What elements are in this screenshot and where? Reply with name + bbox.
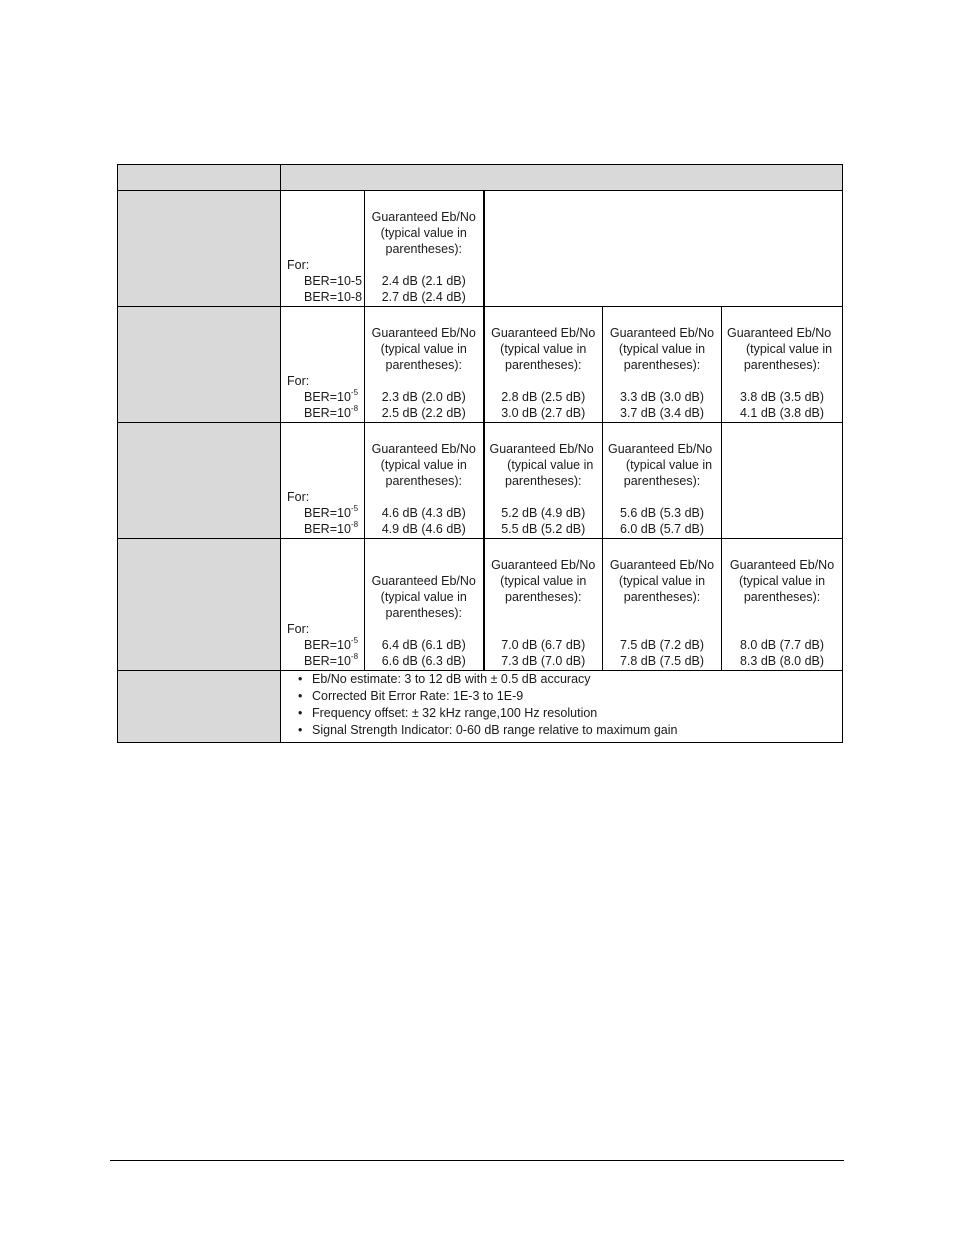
eb-no-value: 3.8 dB (3.5 dB)	[739, 390, 825, 404]
bullet-icon: •	[298, 706, 303, 720]
eb-no-note: (typical value in	[500, 574, 587, 588]
ber-line: $BER=10^{-5}$	[304, 387, 359, 404]
eb-no-cell	[603, 539, 722, 671]
row-label-cell	[118, 539, 281, 671]
eb-no-value: 4.9 dB (4.6 dB)	[381, 522, 466, 536]
table-header-row	[118, 165, 843, 191]
list-item: • Frequency offset: ± 32 kHz range,100 Hz resolution	[298, 706, 598, 720]
eb-no-note: (typical value in	[380, 458, 467, 472]
eb-no-note: (typical value in	[625, 458, 713, 472]
eb-no-value: 3.7 dB (3.4 dB)	[619, 406, 705, 420]
row-label-cell	[118, 671, 281, 743]
ber-line: $BER=10^{-5}$	[304, 635, 359, 652]
list-item: • Signal Strength Indicator: 0-60 dB range relative to maximum gain	[298, 723, 678, 737]
notes-list	[281, 671, 842, 739]
eb-no-note: parentheses):	[385, 606, 462, 620]
for-label: For:	[287, 258, 310, 272]
eb-no-note: (typical value in	[618, 342, 706, 356]
table-row	[118, 539, 843, 671]
eb-no-cell	[484, 539, 603, 671]
eb-no-value: 7.3 dB (7.0 dB)	[501, 654, 586, 668]
eb-no-heading: Guaranteed Eb/No	[729, 558, 835, 572]
eb-no-note: (typical value in	[380, 590, 467, 604]
ber-label-cell	[281, 307, 365, 423]
eb-no-note: parentheses):	[623, 474, 701, 488]
for-label: For:	[287, 622, 310, 636]
eb-no-value: 8.0 dB (7.7 dB)	[739, 638, 825, 652]
ber-line: $BER=10^{-8}$	[304, 519, 359, 536]
ber-label-cell	[281, 539, 365, 671]
eb-no-value: 2.4 dB (2.1 dB)	[381, 274, 466, 288]
empty-cell	[484, 191, 843, 307]
eb-no-note: parentheses):	[623, 358, 701, 372]
spec-table	[117, 164, 843, 743]
eb-no-note: parentheses):	[385, 242, 462, 256]
eb-no-value: 3.0 dB (2.7 dB)	[501, 406, 586, 420]
eb-no-note: (typical value in	[380, 342, 467, 356]
table-row	[118, 671, 843, 743]
eb-no-heading: Guaranteed Eb/No	[371, 326, 476, 340]
eb-no-value: 5.2 dB (4.9 dB)	[501, 506, 586, 520]
eb-no-value: 2.5 dB (2.2 dB)	[381, 406, 466, 420]
ber-line: $BER=10^{-8}$	[304, 403, 359, 420]
for-label: For:	[287, 374, 310, 388]
eb-no-value: 3.3 dB (3.0 dB)	[619, 390, 705, 404]
eb-no-value: 6.0 dB (5.7 dB)	[619, 522, 705, 536]
eb-no-heading: Guaranteed Eb/No	[491, 326, 596, 340]
footer-divider	[110, 1160, 844, 1161]
eb-no-note: (typical value in	[618, 574, 706, 588]
notes-cell	[281, 671, 843, 743]
eb-no-note: parentheses):	[623, 590, 701, 604]
eb-no-cell	[365, 191, 484, 307]
table-row	[118, 307, 843, 423]
bullet-icon: •	[298, 672, 303, 686]
eb-no-note: (typical value in	[500, 342, 587, 356]
for-label: For:	[287, 490, 310, 504]
eb-no-cell	[603, 307, 722, 423]
eb-no-value: 5.6 dB (5.3 dB)	[619, 506, 705, 520]
eb-no-value: 8.3 dB (8.0 dB)	[739, 654, 825, 668]
row-label-cell	[118, 191, 281, 307]
eb-no-heading: Guaranteed Eb/No	[489, 442, 594, 456]
eb-no-cell	[365, 423, 484, 539]
ber-label-cell	[281, 423, 365, 539]
eb-no-cell	[722, 307, 843, 423]
eb-no-cell	[365, 539, 484, 671]
table-row	[118, 191, 843, 307]
ber-line: $BER=10^{-5}$	[304, 503, 359, 520]
eb-no-heading: Guaranteed Eb/No	[609, 558, 715, 572]
table-row	[118, 423, 843, 539]
eb-no-value: 7.0 dB (6.7 dB)	[501, 638, 586, 652]
eb-no-heading: Guaranteed Eb/No	[609, 326, 715, 340]
ber-line: $BER=10^{-8}$	[304, 651, 359, 668]
eb-no-note: parentheses):	[505, 474, 582, 488]
ber-line: BER=10-5	[304, 274, 363, 288]
eb-no-value: 6.4 dB (6.1 dB)	[381, 638, 466, 652]
eb-no-value: 2.7 dB (2.4 dB)	[381, 290, 466, 304]
empty-cell	[722, 423, 843, 539]
eb-no-value: 7.8 dB (7.5 dB)	[619, 654, 705, 668]
eb-no-heading: Guaranteed Eb/No	[491, 558, 596, 572]
eb-no-note: (typical value in	[738, 574, 826, 588]
eb-no-note: (typical value in	[745, 342, 833, 356]
eb-no-heading: Guaranteed Eb/No	[371, 210, 476, 224]
eb-no-cell	[603, 423, 722, 539]
list-item: • Corrected Bit Error Rate: 1E-3 to 1E-9	[298, 689, 524, 703]
eb-no-heading: Guaranteed Eb/No	[727, 326, 832, 340]
eb-no-note: parentheses):	[743, 358, 821, 372]
eb-no-heading: Guaranteed Eb/No	[371, 574, 476, 588]
eb-no-cell	[484, 423, 603, 539]
ber-line: BER=10-8	[304, 290, 363, 304]
eb-no-cell	[484, 307, 603, 423]
eb-no-value: 6.6 dB (6.3 dB)	[381, 654, 466, 668]
eb-no-value: 5.5 dB (5.2 dB)	[501, 522, 586, 536]
eb-no-note: (typical value in	[380, 226, 467, 240]
eb-no-value: 2.3 dB (2.0 dB)	[381, 390, 466, 404]
eb-no-note: parentheses):	[505, 358, 582, 372]
ber-label-cell	[281, 191, 365, 307]
bullet-icon: •	[298, 723, 303, 737]
eb-no-value: 7.5 dB (7.2 dB)	[619, 638, 705, 652]
eb-no-value: 4.1 dB (3.8 dB)	[739, 406, 825, 420]
list-item: • Eb/No estimate: 3 to 12 dB with ± 0.5 dB accuracy	[298, 672, 591, 686]
eb-no-value: 2.8 dB (2.5 dB)	[501, 390, 586, 404]
eb-no-cell	[365, 307, 484, 423]
eb-no-value: 4.6 dB (4.3 dB)	[381, 506, 466, 520]
bullet-icon: •	[298, 689, 303, 703]
row-label-cell	[118, 307, 281, 423]
header-label-cell	[118, 165, 281, 191]
eb-no-heading: Guaranteed Eb/No	[608, 442, 713, 456]
eb-no-cell	[722, 539, 843, 671]
eb-no-heading: Guaranteed Eb/No	[371, 442, 476, 456]
row-label-cell	[118, 423, 281, 539]
header-spec-cell	[281, 165, 843, 191]
eb-no-note: parentheses):	[385, 474, 462, 488]
eb-no-note: parentheses):	[385, 358, 462, 372]
eb-no-note: parentheses):	[505, 590, 582, 604]
eb-no-note: (typical value in	[507, 458, 594, 472]
eb-no-note: parentheses):	[743, 590, 821, 604]
